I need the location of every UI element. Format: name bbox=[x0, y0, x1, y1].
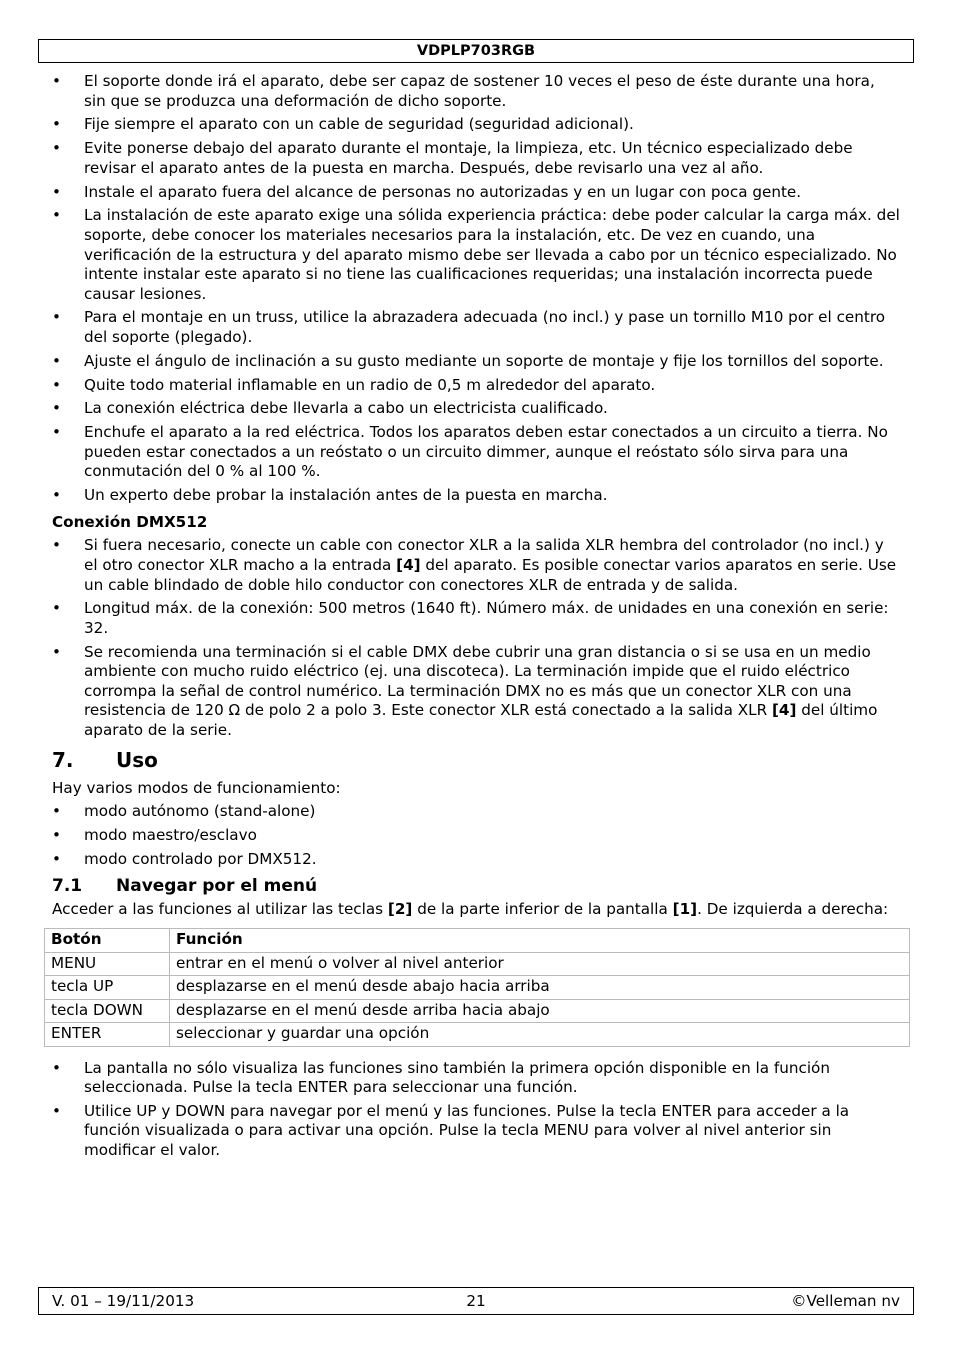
page-header bbox=[38, 39, 914, 63]
reference-label: [2] bbox=[387, 900, 413, 919]
list-item: • modo controlado por DMX512. bbox=[52, 850, 900, 870]
list-item: • Enchufe el aparato a la red eléctrica. Todos los aparatos deben estar conectados a un circuito a tierra. No pueden estar conectados a un reóstato o un circuito dimmer, aunque el reóstato sólo sirva para una conmutación del 0 % al 100 %. bbox=[52, 423, 900, 482]
list-item: • Para el montaje en un truss, utilice la abrazadera adecuada (no incl.) y pase un tornillo M10 por el centro del soporte (plegado). bbox=[52, 308, 900, 347]
table-cell: entrar en el menú o volver al nivel anterior bbox=[170, 952, 910, 976]
list-item: • Ajuste el ángulo de inclinación a su gusto mediante un soporte de montaje y fije los tornillos del soporte. bbox=[52, 352, 900, 372]
table-row bbox=[45, 1023, 910, 1047]
section-title: Uso bbox=[116, 747, 158, 772]
list-item bbox=[52, 536, 900, 595]
table-row bbox=[45, 952, 910, 976]
text-run: de la parte inferior de la pantalla bbox=[412, 900, 673, 919]
menu-bullet-list bbox=[52, 1059, 900, 1161]
text-run: Acceder a las funciones al utilizar las teclas bbox=[52, 900, 388, 919]
table-cell: desplazarse en el menú desde abajo hacia arriba bbox=[170, 976, 910, 1000]
subsection-intro bbox=[52, 900, 900, 920]
table-header-row bbox=[45, 929, 910, 953]
subsection-heading-menu bbox=[52, 875, 900, 897]
table-cell: tecla UP bbox=[45, 976, 170, 1000]
list-item: • La instalación de este aparato exige una sólida experiencia práctica: debe poder calcular la carga máx. del soporte, debe conocer los materiales necesarios para la instalación, etc. De vez en cuando, una verificación de la estructura y del aparato mismo debe ser llevada a cabo por un técnico especializado. No intente instalar este aparato si no tiene las cualificaciones requeridas; una instalación incorrecta puede causar lesiones. bbox=[52, 206, 900, 304]
table-cell: tecla DOWN bbox=[45, 999, 170, 1023]
list-item: • modo maestro/esclavo bbox=[52, 826, 900, 846]
reference-label: [4] bbox=[771, 701, 797, 720]
list-item: • Instale el aparato fuera del alcance de personas no autorizadas y en un lugar con poca gente. bbox=[52, 183, 900, 203]
reference-label: [1] bbox=[672, 900, 698, 919]
table-cell: ENTER bbox=[45, 1023, 170, 1047]
table-cell: seleccionar y guardar una opción bbox=[170, 1023, 910, 1047]
list-item: • Un experto debe probar la instalación antes de la puesta en marcha. bbox=[52, 486, 900, 506]
table-row bbox=[45, 976, 910, 1000]
subsection-number: 7.1 bbox=[52, 876, 83, 897]
footer-version: V. 01 – 19/11/2013 bbox=[52, 1292, 195, 1310]
list-item: • Quite todo material inflamable en un radio de 0,5 m alrededor del aparato. bbox=[52, 376, 900, 396]
subsection-title: Navegar por el menú bbox=[116, 876, 318, 897]
list-item: • Utilice UP y DOWN para navegar por el menú y las funciones. Pulse la tecla ENTER para acceder a la función visualizada o para activar una opción. Pulse la tecla MENU para volver al nivel anterior sin modificar el valor. bbox=[52, 1102, 900, 1161]
text-run: del aparato. Es posible conectar varios aparatos en serie. Use un cable blindado de doble hilo conductor con conectores XLR de entrada y de salida. bbox=[84, 555, 897, 594]
list-item: • modo autónomo (stand-alone) bbox=[52, 802, 900, 822]
list-item: • El soporte donde irá el aparato, debe ser capaz de sostener 10 veces el peso de éste durante una hora, sin que se produzca una deformación de dicho soporte. bbox=[52, 72, 900, 111]
page-footer bbox=[38, 1287, 914, 1315]
install-bullet-list bbox=[52, 72, 900, 506]
page-number: 21 bbox=[466, 1292, 486, 1310]
table-header-cell: Botón bbox=[45, 929, 170, 953]
table-header-cell: Función bbox=[170, 929, 910, 953]
text-run: Se recomienda una terminación si el cable DMX debe cubrir una gran distancia o si se usa en un medio ambiente con mucho ruido eléctrico (ej. una discoteca). La terminación impide que el ruido eléctrico corrompa la señal de control numérico. La terminación DMX no es más que un conector XLR con una resistencia de 120 Ω de polo 2 a polo 3. Este conector XLR está conectado a la salida XLR bbox=[84, 642, 871, 720]
list-item bbox=[52, 643, 900, 741]
modes-bullet-list bbox=[52, 802, 900, 869]
table-row bbox=[45, 999, 910, 1023]
function-table bbox=[44, 928, 910, 1047]
list-item: • La pantalla no sólo visualiza las funciones sino también la primera opción disponible en la función seleccionada. Pulse la tecla ENTER para seleccionar una función. bbox=[52, 1059, 900, 1098]
table-cell: desplazarse en el menú desde arriba hacia abajo bbox=[170, 999, 910, 1023]
table-cell: MENU bbox=[45, 952, 170, 976]
text-run: del último aparato de la serie. bbox=[84, 701, 878, 740]
dmx-bullet-list bbox=[52, 536, 900, 740]
page-content bbox=[52, 72, 900, 1165]
text-run: Si fuera necesario, conecte un cable con conector XLR a la salida XLR hembra del controlador (no incl.) y el otro conector XLR macho a la entrada bbox=[84, 536, 884, 574]
reference-label: [4] bbox=[396, 555, 421, 574]
section-intro: Hay varios modos de funcionamiento: bbox=[52, 778, 341, 797]
header-model: VDPLP703RGB bbox=[416, 43, 536, 59]
dmx-heading: Conexión DMX512 bbox=[52, 512, 208, 531]
list-item: • La conexión eléctrica debe llevarla a cabo un electricista cualificado. bbox=[52, 399, 900, 419]
list-item: • Evite ponerse debajo del aparato durante el montaje, la limpieza, etc. Un técnico especializado debe revisar el aparato antes de la puesta en marcha. Después, debe revisarlo una vez al año. bbox=[52, 139, 900, 178]
text-run: . De izquierda a derecha: bbox=[697, 900, 889, 919]
footer-copyright: ©Velleman nv bbox=[791, 1292, 900, 1310]
list-item: • Fije siempre el aparato con un cable de seguridad (seguridad adicional). bbox=[52, 115, 900, 135]
section-number: 7. bbox=[52, 747, 74, 772]
section-heading-uso bbox=[52, 747, 900, 773]
list-item: • Longitud máx. de la conexión: 500 metros (1640 ft). Número máx. de unidades en una conexión en serie: 32. bbox=[52, 599, 900, 638]
